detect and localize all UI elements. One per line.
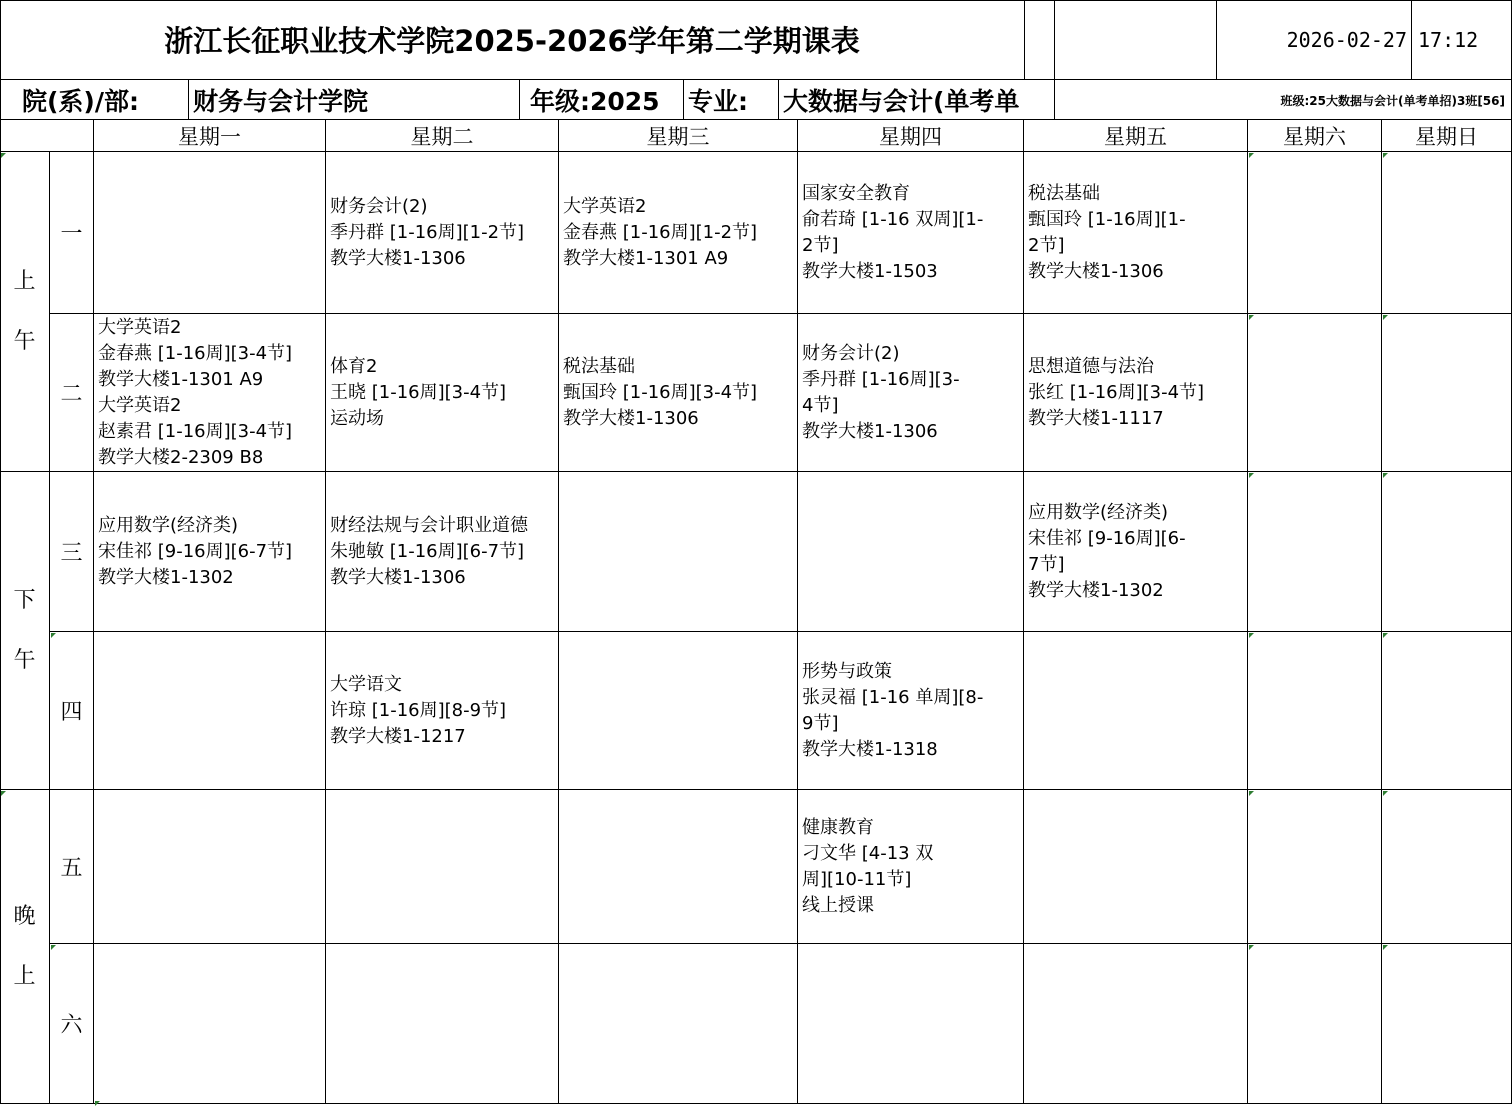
course-cell: 应用数学(经济类) 宋佳祁 [9-16周][6- 7节] 教学大楼1-1302 (1024, 472, 1248, 632)
cell-comment-marker (51, 633, 56, 638)
empty-course-cell (1024, 632, 1248, 790)
period-label: 下 午 (0, 472, 50, 790)
cell-comment-marker (1383, 633, 1388, 638)
day-header: 星期一 (94, 120, 326, 152)
cell-comment-marker (1, 791, 6, 796)
grade-label: 年级:2025 (520, 80, 684, 120)
course-cell: 大学英语2 金春燕 [1-16周][1-2节] 教学大楼1-1301 A9 (559, 152, 798, 314)
course-cell: 财经法规与会计职业道德 朱驰敏 [1-16周][6-7节] 教学大楼1-1306 (326, 472, 559, 632)
course-cell: 财务会计(2) 季丹群 [1-16周][3- 4节] 教学大楼1-1306 (798, 314, 1024, 472)
empty-course-cell (94, 790, 326, 944)
empty-course-cell (798, 944, 1024, 1104)
print-time: 17:12 (1412, 0, 1512, 80)
course-cell: 财务会计(2) 季丹群 [1-16周][1-2节] 教学大楼1-1306 (326, 152, 559, 314)
slot-number: 二 (50, 314, 94, 472)
empty-course-cell (94, 152, 326, 314)
department-label: 院(系)/部: (0, 80, 189, 120)
major-value: 大数据与会计(单考单 (779, 80, 1055, 120)
empty-course-cell (559, 944, 798, 1104)
course-cell: 税法基础 甄国玲 [1-16周][1- 2节] 教学大楼1-1306 (1024, 152, 1248, 314)
day-header: 星期五 (1024, 120, 1248, 152)
empty-course-cell (1248, 152, 1382, 314)
slot-number: 一 (50, 152, 94, 314)
major-label: 专业: (684, 80, 779, 120)
course-cell: 大学语文 许琼 [1-16周][8-9节] 教学大楼1-1217 (326, 632, 559, 790)
course-cell: 应用数学(经济类) 宋佳祁 [9-16周][6-7节] 教学大楼1-1302 (94, 472, 326, 632)
cell-comment-marker (1249, 315, 1254, 320)
empty-course-cell (1382, 314, 1512, 472)
empty-course-cell (94, 632, 326, 790)
empty-course-cell (559, 472, 798, 632)
empty-course-cell (326, 944, 559, 1104)
cell-comment-marker (1249, 633, 1254, 638)
cell-comment-marker (1383, 153, 1388, 158)
day-header: 星期二 (326, 120, 559, 152)
empty-course-cell (1248, 790, 1382, 944)
cell-comment-marker (51, 945, 56, 950)
empty-course-cell (1382, 944, 1512, 1104)
corner-cell (0, 120, 94, 152)
empty-course-cell (1382, 632, 1512, 790)
cell-comment-marker (1383, 473, 1388, 478)
course-cell: 大学英语2 金春燕 [1-16周][3-4节] 教学大楼1-1301 A9 大学英语2 赵素君 [1-16周][3-4节] 教学大楼2-2309 B8 (94, 314, 326, 472)
cell-comment-marker (1, 153, 6, 158)
empty-course-cell (1024, 790, 1248, 944)
course-cell: 思想道德与法治 张红 [1-16周][3-4节] 教学大楼1-1117 (1024, 314, 1248, 472)
empty-header-cell (1025, 0, 1055, 80)
day-header: 星期四 (798, 120, 1024, 152)
empty-course-cell (559, 790, 798, 944)
cell-comment-marker (1249, 791, 1254, 796)
empty-course-cell (1382, 790, 1512, 944)
empty-course-cell (1248, 944, 1382, 1104)
slot-number: 四 (50, 632, 94, 790)
course-cell: 国家安全教育 俞若琦 [1-16 双周][1- 2节] 教学大楼1-1503 (798, 152, 1024, 314)
slot-number: 六 (50, 944, 94, 1104)
day-header: 星期六 (1248, 120, 1382, 152)
cell-comment-marker (1383, 791, 1388, 796)
day-header: 星期三 (559, 120, 798, 152)
cell-comment-marker (1383, 945, 1388, 950)
empty-course-cell (1024, 944, 1248, 1104)
empty-course-cell (1248, 314, 1382, 472)
course-cell: 形势与政策 张灵福 [1-16 单周][8- 9节] 教学大楼1-1318 (798, 632, 1024, 790)
empty-course-cell (559, 632, 798, 790)
department-value: 财务与会计学院 (189, 80, 520, 120)
cell-comment-marker (1249, 153, 1254, 158)
empty-course-cell (798, 472, 1024, 632)
day-header: 星期日 (1382, 120, 1512, 152)
empty-course-cell (94, 944, 326, 1104)
course-cell: 体育2 王晓 [1-16周][3-4节] 运动场 (326, 314, 559, 472)
cell-comment-marker (1249, 473, 1254, 478)
empty-course-cell (1248, 632, 1382, 790)
course-cell: 税法基础 甄国玲 [1-16周][3-4节] 教学大楼1-1306 (559, 314, 798, 472)
slot-number: 五 (50, 790, 94, 944)
period-label: 晚 上 (0, 790, 50, 1104)
empty-course-cell (1382, 472, 1512, 632)
cell-comment-marker (1249, 945, 1254, 950)
empty-course-cell (1382, 152, 1512, 314)
empty-course-cell (1248, 472, 1382, 632)
class-info: 班级:25大数据与会计(单考单招)3班[56] (1055, 80, 1512, 120)
period-label: 上 午 (0, 152, 50, 472)
page-title: 浙江长征职业技术学院2025-2026学年第二学期课表 (0, 0, 1025, 80)
course-cell: 健康教育 刁文华 [4-13 双 周][10-11节] 线上授课 (798, 790, 1024, 944)
cell-comment-marker (1383, 315, 1388, 320)
empty-course-cell (326, 790, 559, 944)
empty-header-cell (1055, 0, 1217, 80)
slot-number: 三 (50, 472, 94, 632)
print-date: 2026-02-27 (1217, 0, 1412, 80)
